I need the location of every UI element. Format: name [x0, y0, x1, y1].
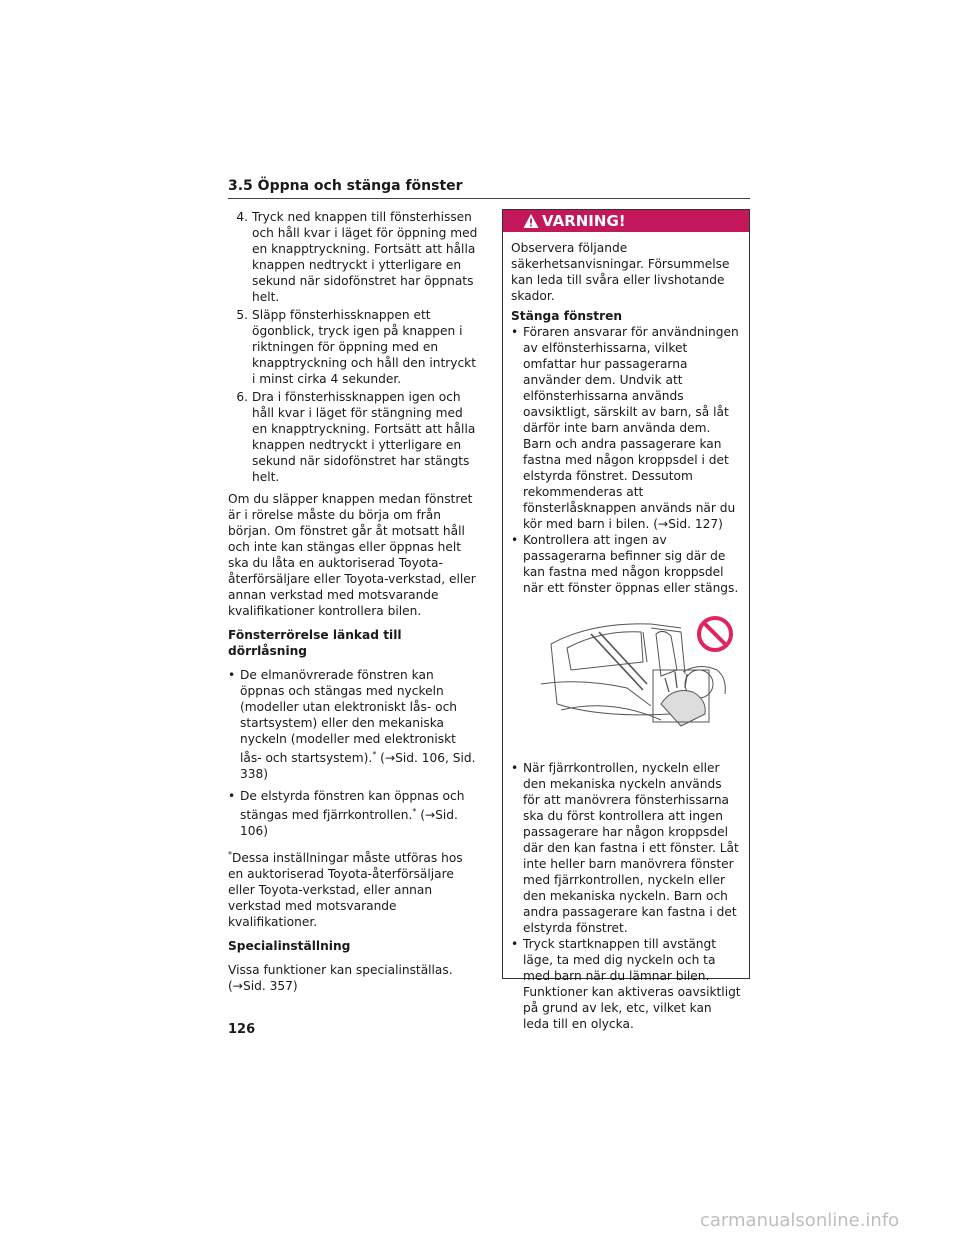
custom-note: Vissa funktioner kan specialinställas. (→Sid. 357) [228, 963, 453, 994]
no-entry-icon [699, 618, 731, 650]
watermark: carmanualsonline.info [700, 1210, 900, 1231]
left-column [228, 209, 478, 1000]
warning-icon [523, 213, 539, 229]
bullet-text: De elstyrda fönstren kan öppnas och stängas med fjärrkontrollen. [240, 789, 465, 823]
list-item: • De elmanövrerade fönstren kan öppnas och stängas med nyckeln (modeller utan elektroniskt lås- och startsystem) eller den mekaniska nyckeln (modeller med elektroniskt lås- och startsystem).* (→Sid. 106, Sid. 338) [228, 668, 476, 782]
subheading-door-lock: Fönsterrörelse länkad till dörrlåsning [228, 628, 402, 658]
list-item: • Kontrollera att ingen av passagerarna befinner sig där de kan fastna med någon kroppsdel när ett fönster öppnas eller stängs. [511, 533, 739, 595]
step-number: 5. [236, 308, 248, 322]
page-reference: (→Sid. 106, Sid. 338) [240, 751, 476, 782]
step-list [228, 209, 478, 485]
door-lock-list [228, 667, 478, 839]
section-title: 3.5 Öppna och stänga fönster [228, 178, 750, 199]
warning-subheading: Stänga fönstren [511, 309, 623, 323]
footnote-marker: * [372, 750, 377, 759]
footnote [228, 847, 478, 930]
warning-box [502, 209, 750, 1031]
list-item: • Tryck startknappen till avstängt läge, ta med dig nyckeln och ta med barn när du lämnar bilen. Funktioner kan aktiveras oavsiktligt på grund av lek, etc, vilket kan leda till en olycka. [511, 937, 741, 1031]
step-text: Tryck ned knappen till fönsterhissen och håll kvar i läget för öppning med en knapptryckning. Fortsätt att hålla knappen nedtryckt i ytterligare en sekund när sidofönstret har öppnats helt. [252, 210, 478, 304]
list-item: • Föraren ansvarar för användningen av elfönsterhissarna, vilket omfattar hur passagerarna använder dem. Undvik att elfönsterhissarna används oavsiktligt, särskilt av barn, så låt därför inte barn använda dem. Barn och andra passagerare kan fastna med någon kroppsdel i det elstyrda fönstret. Dessutom rekommenderas att fönsterlåsknappen används när du kör med barn i bilen. (→Sid. 127) [511, 325, 739, 531]
pinch-hazard-illustration [531, 614, 741, 734]
list-item: • När fjärrkontrollen, nyckeln eller den mekaniska nyckeln används för att manövrera fönsterhissarna ska du först kontrollera att ingen passagerare har någon kroppsdel där den kan fastna i ett fönster. Låt inte heller barn manövrera fönster med fjärrkontrollen, nyckeln eller den mekaniska nyckeln. Barn och andra passagerare kan fastna i det elstyrda fönstret. [511, 761, 739, 935]
warning-title: VARNING! [542, 212, 626, 230]
restart-note: Om du släpper knappen medan fönstret är i rörelse måste du börja om från början. Om fönstret går åt motsatt håll och inte kan stängas eller öppnas helt ska du låta en auktoriserad Toyota-återförsäljare eller Toyota-verkstad, eller annan verkstad med motsvarande kvalifikationer kontrollera bilen. [228, 492, 476, 618]
step-number: 4. [236, 210, 248, 224]
subheading-custom: Specialinställning [228, 939, 351, 954]
list-item [228, 307, 478, 387]
page-number: 126 [228, 1022, 256, 1037]
footnote-marker: * [412, 807, 417, 817]
step-text: Släpp fönsterhissknappen ett ögonblick, tryck igen på knappen i riktningen för öppning med en knapptryckning och håll den intryckt i minst cirka 4 sekunder. [252, 308, 477, 386]
step-text: Dra i fönsterhissknappen igen och håll kvar i läget för stängning med en knapptryckning. Fortsätt att hålla knappen nedtryckt i ytterligare en sekund när sidofönstret har stängts helt. [252, 390, 476, 484]
warning-intro: Observera följande säkerhetsanvisningar. Försummelse kan leda till svåra eller livshotande skador. [511, 241, 730, 303]
bullet-text: De elmanövrerade fönstren kan öppnas och stängas med nyckeln (modeller utan elektroniskt lås- och startsystem) eller den mekaniska nyckeln (modeller med elektroniskt lås- och startsystem). [240, 668, 457, 766]
footnote-marker: * [228, 850, 232, 860]
warning-list-top [511, 324, 741, 596]
list-item [228, 389, 478, 485]
list-item [228, 209, 478, 305]
footnote-text: Dessa inställningar måste utföras hos en auktoriserad Toyota-återförsäljare eller Toyota-verkstad, eller annan verkstad med motsvarande kvalifikationer. [228, 851, 463, 930]
list-item: • De elstyrda fönstren kan öppnas och stängas med fjärrkontrollen.* (→Sid. 106) [228, 789, 465, 839]
warning-list-bottom [511, 760, 741, 1032]
warning-banner [503, 210, 749, 232]
step-number: 6. [236, 390, 248, 404]
page-reference: (→Sid. 106) [240, 808, 458, 839]
